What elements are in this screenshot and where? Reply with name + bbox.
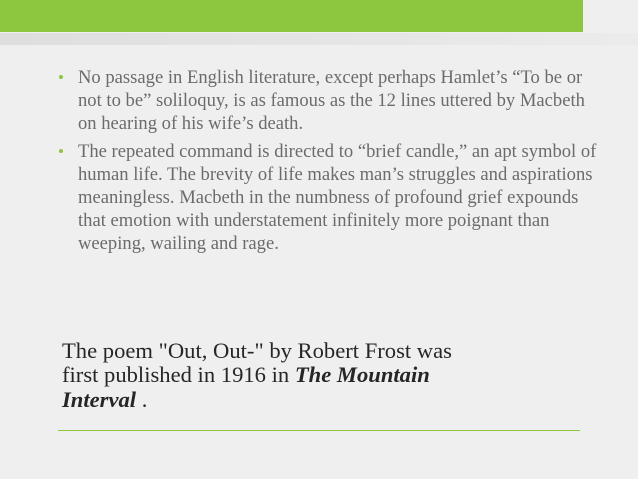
caption bbox=[62, 339, 532, 412]
book-title-part-2: Interval bbox=[62, 386, 137, 412]
bullet-item bbox=[58, 66, 598, 136]
bullet-item bbox=[58, 140, 598, 256]
bullet-text: The repeated command is directed to “brief candle,” an apt symbol of human life. The brevity of life makes man’s struggles and aspirations meaningless. Macbeth in the numbness of profound grief expounds that emotion with understatement infinitely more poignant than weeping, wailing and rage. bbox=[78, 140, 597, 255]
bullet-dot-icon: • bbox=[58, 141, 64, 161]
bullet-text: No passage in English literature, except perhaps Hamlet’s “To be or not to be” soliloquy, is as famous as the 12 lines uttered by Macbeth on hearing of his wife’s death. bbox=[78, 67, 585, 135]
faint-header-strip bbox=[0, 33, 638, 45]
bottom-divider bbox=[58, 430, 580, 431]
book-title-part-1: The Mountain bbox=[294, 362, 430, 388]
bullet-list bbox=[58, 66, 598, 260]
bullet-dot-icon: • bbox=[58, 68, 64, 87]
caption-line-2-prefix: first published in 1916 in bbox=[62, 362, 295, 388]
caption-suffix: . bbox=[136, 386, 148, 412]
header-accent-bar bbox=[0, 0, 583, 32]
caption-line-1: The poem "Out, Out-" by Robert Frost was bbox=[62, 338, 452, 363]
